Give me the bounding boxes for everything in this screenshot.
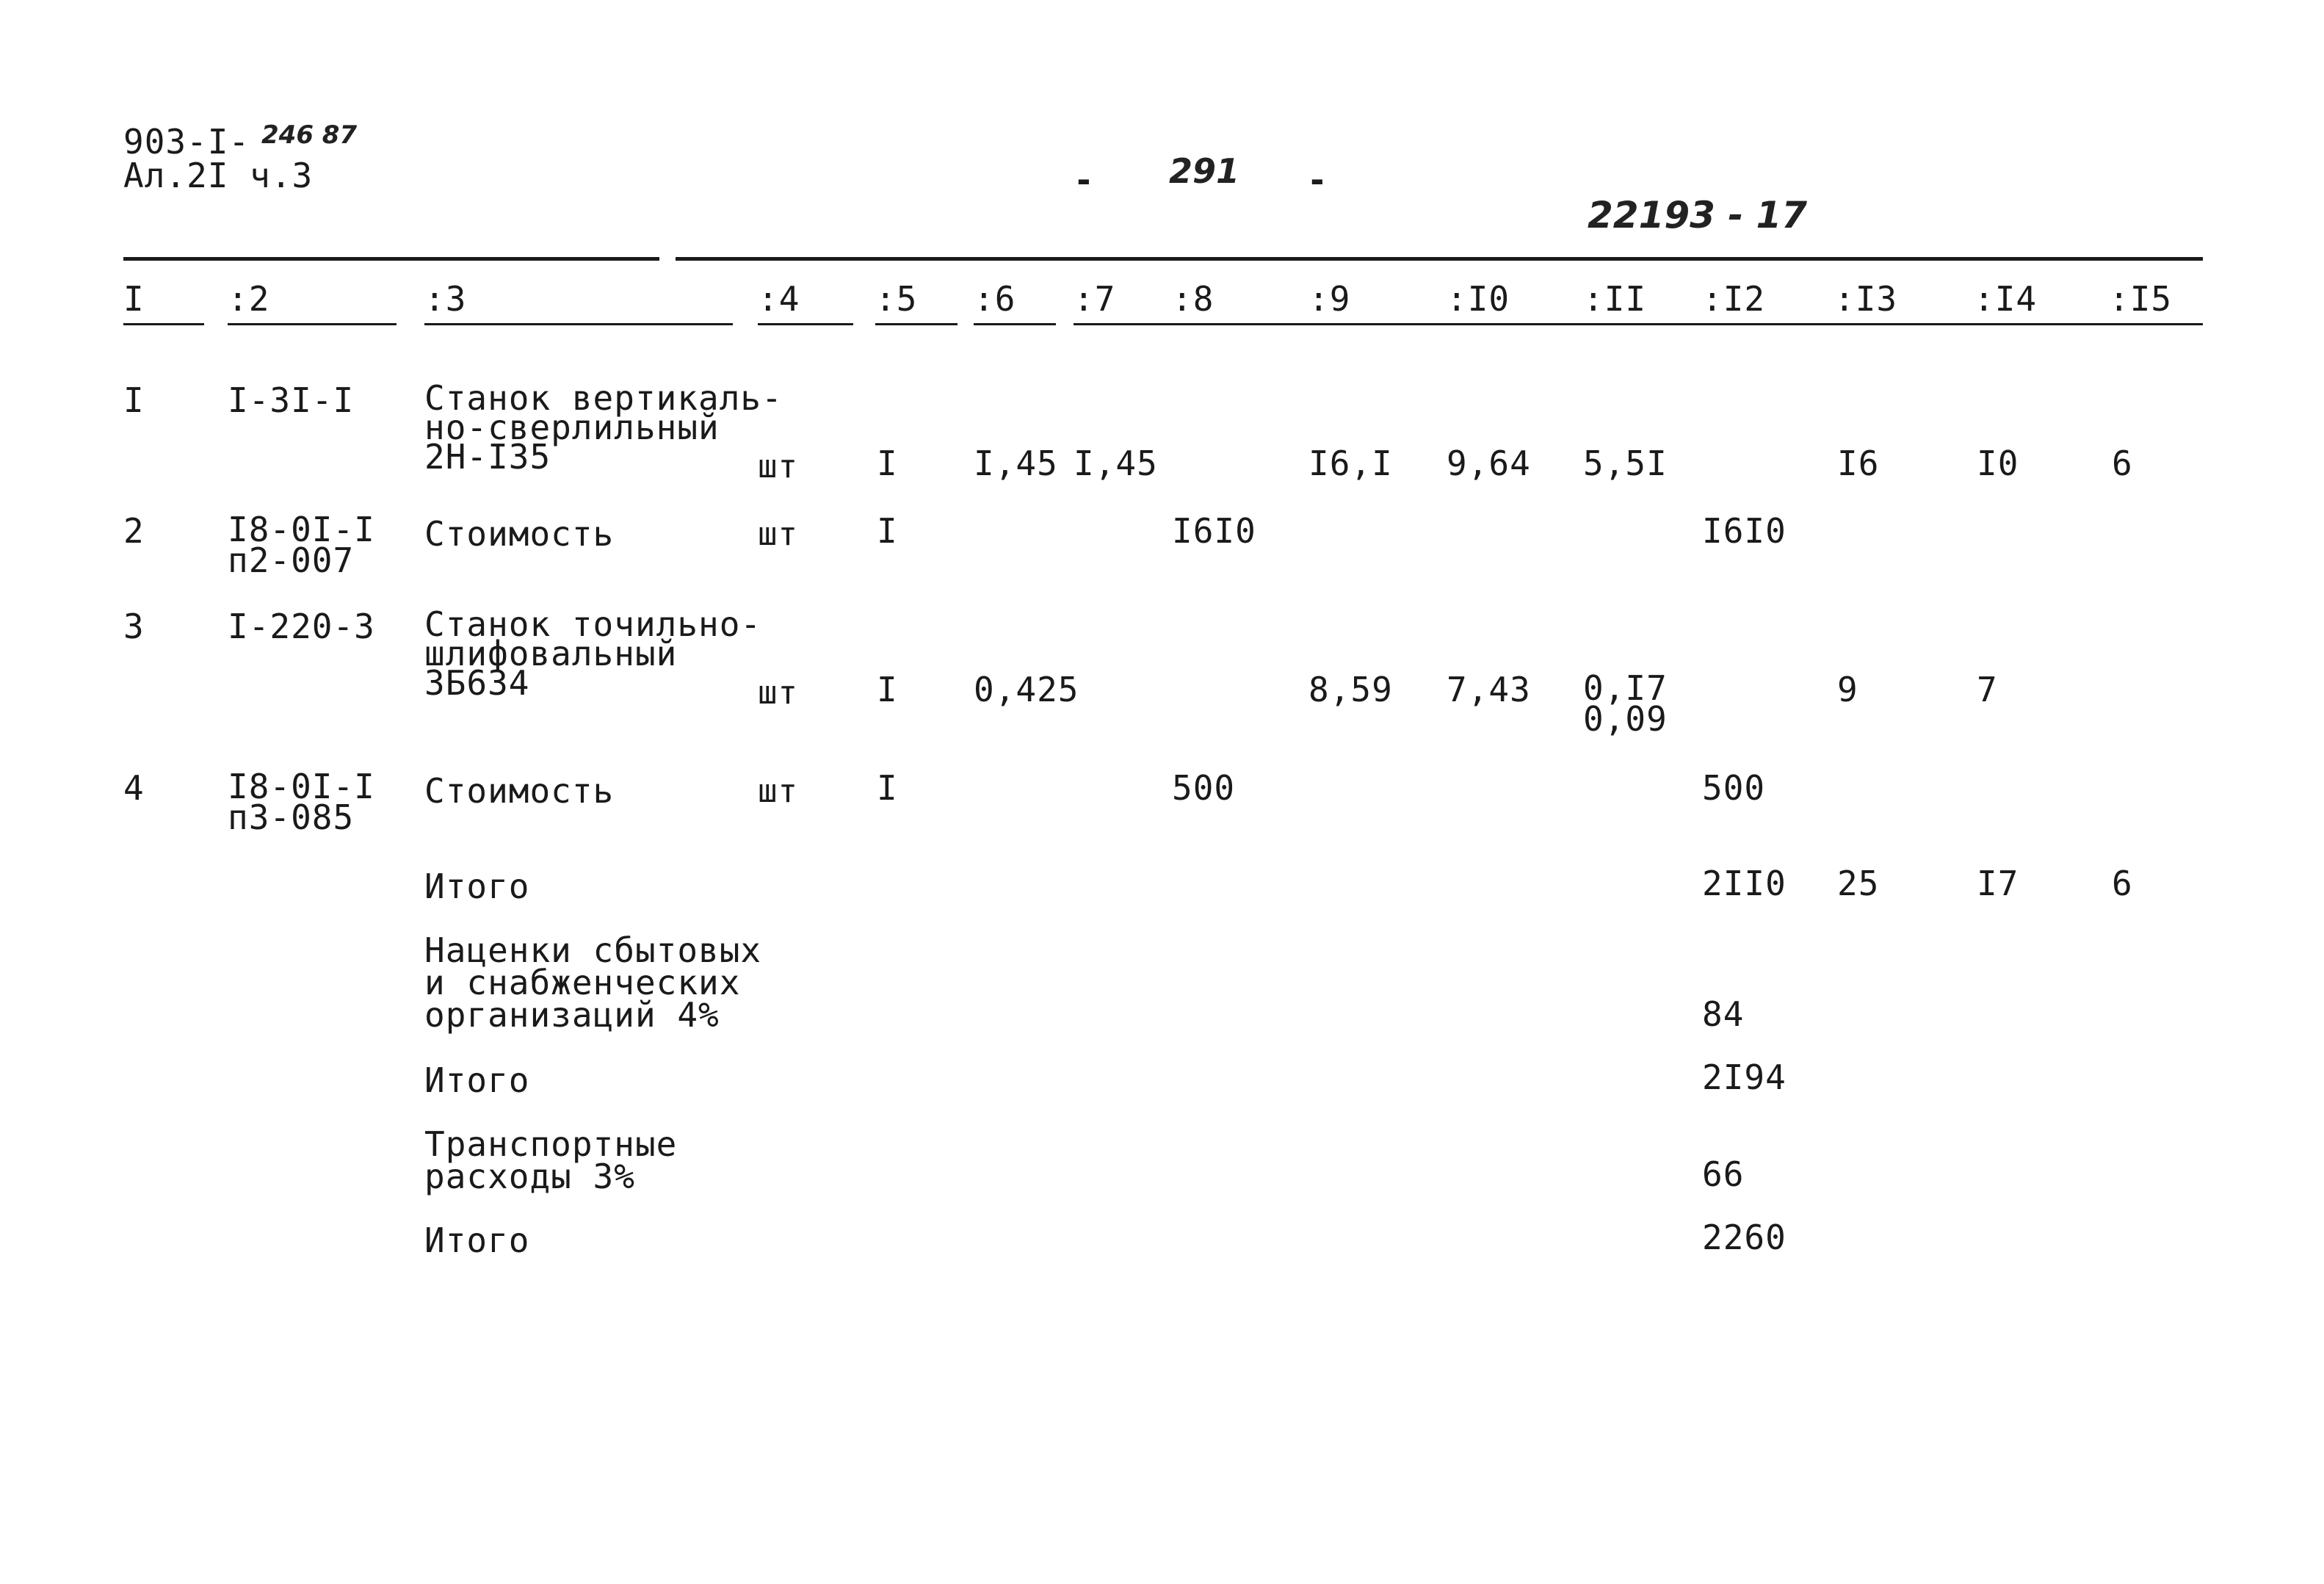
doc-code-line1: 903-I- xyxy=(123,122,250,162)
row-name: Станок точильно- шлифовальный 3Б634 xyxy=(424,604,762,703)
col-header-3: :3 xyxy=(424,279,467,319)
row-number: 3 xyxy=(123,607,145,646)
row-c9: I6,I xyxy=(1308,444,1393,483)
header-underline xyxy=(875,323,958,325)
col-header-10: :I0 xyxy=(1447,279,1510,319)
summary-label: Итого xyxy=(424,867,530,906)
summary-c12: 84 xyxy=(1702,994,1745,1034)
row-qty: I xyxy=(877,511,898,551)
row-code: I-220-3 xyxy=(228,607,375,646)
header-underline xyxy=(228,323,397,325)
header-underline xyxy=(123,323,204,325)
col-header-15: :I5 xyxy=(2109,279,2173,319)
summary-c12: 2II0 xyxy=(1702,864,1787,903)
col-header-4: :4 xyxy=(758,279,800,319)
header-underline xyxy=(424,323,733,325)
summary-c13: 25 xyxy=(1837,864,1880,903)
row-unit: шт xyxy=(758,773,798,810)
col-header-12: :I2 xyxy=(1702,279,1766,319)
row-c10: 7,43 xyxy=(1447,670,1531,709)
row-c6: 0,425 xyxy=(974,670,1079,709)
col-header-8: :8 xyxy=(1172,279,1215,319)
row-number: I xyxy=(123,380,145,420)
summary-c14: I7 xyxy=(1977,864,2019,903)
row-qty: I xyxy=(877,768,898,808)
header-underline xyxy=(974,323,1056,325)
col-header-11: :II xyxy=(1583,279,1647,319)
row-c11: 5,5I xyxy=(1583,444,1668,483)
row-number: 2 xyxy=(123,511,145,551)
row-name: Стоимость xyxy=(424,771,615,811)
row-name: Стоимость xyxy=(424,514,615,554)
row-number: 4 xyxy=(123,768,145,808)
row-c15: 6 xyxy=(2112,444,2133,483)
col-header-7: :7 xyxy=(1074,279,1116,319)
summary-label: Итого xyxy=(424,1220,530,1260)
row-name: Станок вертикаль- но-сверлильный 2Н-I35 xyxy=(424,378,783,477)
col-header-1: I xyxy=(123,279,145,319)
col-header-5: :5 xyxy=(875,279,918,319)
row-c10: 9,64 xyxy=(1447,444,1531,483)
row-c9: 8,59 xyxy=(1308,670,1393,709)
page-dash-right: - xyxy=(1307,160,1328,200)
row-c12: I6I0 xyxy=(1702,511,1787,551)
stamp-number: 22193 - 17 xyxy=(1588,194,1808,236)
row-code: I-3I-I xyxy=(228,380,355,420)
row-qty: I xyxy=(877,670,898,709)
row-c11: 0,I7 0,09 xyxy=(1583,668,1668,739)
row-c12: 500 xyxy=(1702,768,1766,808)
col-header-9: :9 xyxy=(1308,279,1351,319)
row-c8: I6I0 xyxy=(1172,511,1256,551)
summary-c12: 66 xyxy=(1702,1154,1745,1194)
summary-label: Наценки сбытовых и снабженческих организаций 4% xyxy=(424,930,762,1035)
summary-c12: 2I94 xyxy=(1702,1057,1787,1097)
row-qty: I xyxy=(877,444,898,483)
col-header-14: :I4 xyxy=(1974,279,2038,319)
row-unit: шт xyxy=(758,448,798,485)
row-c14: 7 xyxy=(1977,670,1998,709)
row-c6: I,45 xyxy=(974,444,1058,483)
page-number: 291 xyxy=(1169,151,1240,191)
row-c14: I0 xyxy=(1977,444,2019,483)
row-c7: I,45 xyxy=(1074,444,1158,483)
summary-label: Транспортные расходы 3% xyxy=(424,1124,678,1196)
doc-code-line2: Ал.2I ч.3 xyxy=(123,156,314,195)
page-dash-left: - xyxy=(1074,160,1095,200)
header-underline xyxy=(1074,323,2203,325)
doc-code-handwritten: 246 87 xyxy=(261,120,358,150)
top-rule-left xyxy=(123,257,659,261)
row-code: I8-0I-I п3-085 xyxy=(228,767,375,837)
summary-c12: 2260 xyxy=(1702,1218,1787,1257)
summary-c15: 6 xyxy=(2112,864,2133,903)
summary-label: Итого xyxy=(424,1060,530,1100)
row-c8: 500 xyxy=(1172,768,1236,808)
row-unit: шт xyxy=(758,516,798,553)
row-code: I8-0I-I п2-007 xyxy=(228,510,375,580)
row-unit: шт xyxy=(758,674,798,712)
top-rule-right xyxy=(676,257,2203,261)
col-header-2: :2 xyxy=(228,279,270,319)
row-c13: 9 xyxy=(1837,670,1858,709)
row-c13: I6 xyxy=(1837,444,1880,483)
col-header-6: :6 xyxy=(974,279,1016,319)
col-header-13: :I3 xyxy=(1834,279,1898,319)
header-underline xyxy=(758,323,853,325)
